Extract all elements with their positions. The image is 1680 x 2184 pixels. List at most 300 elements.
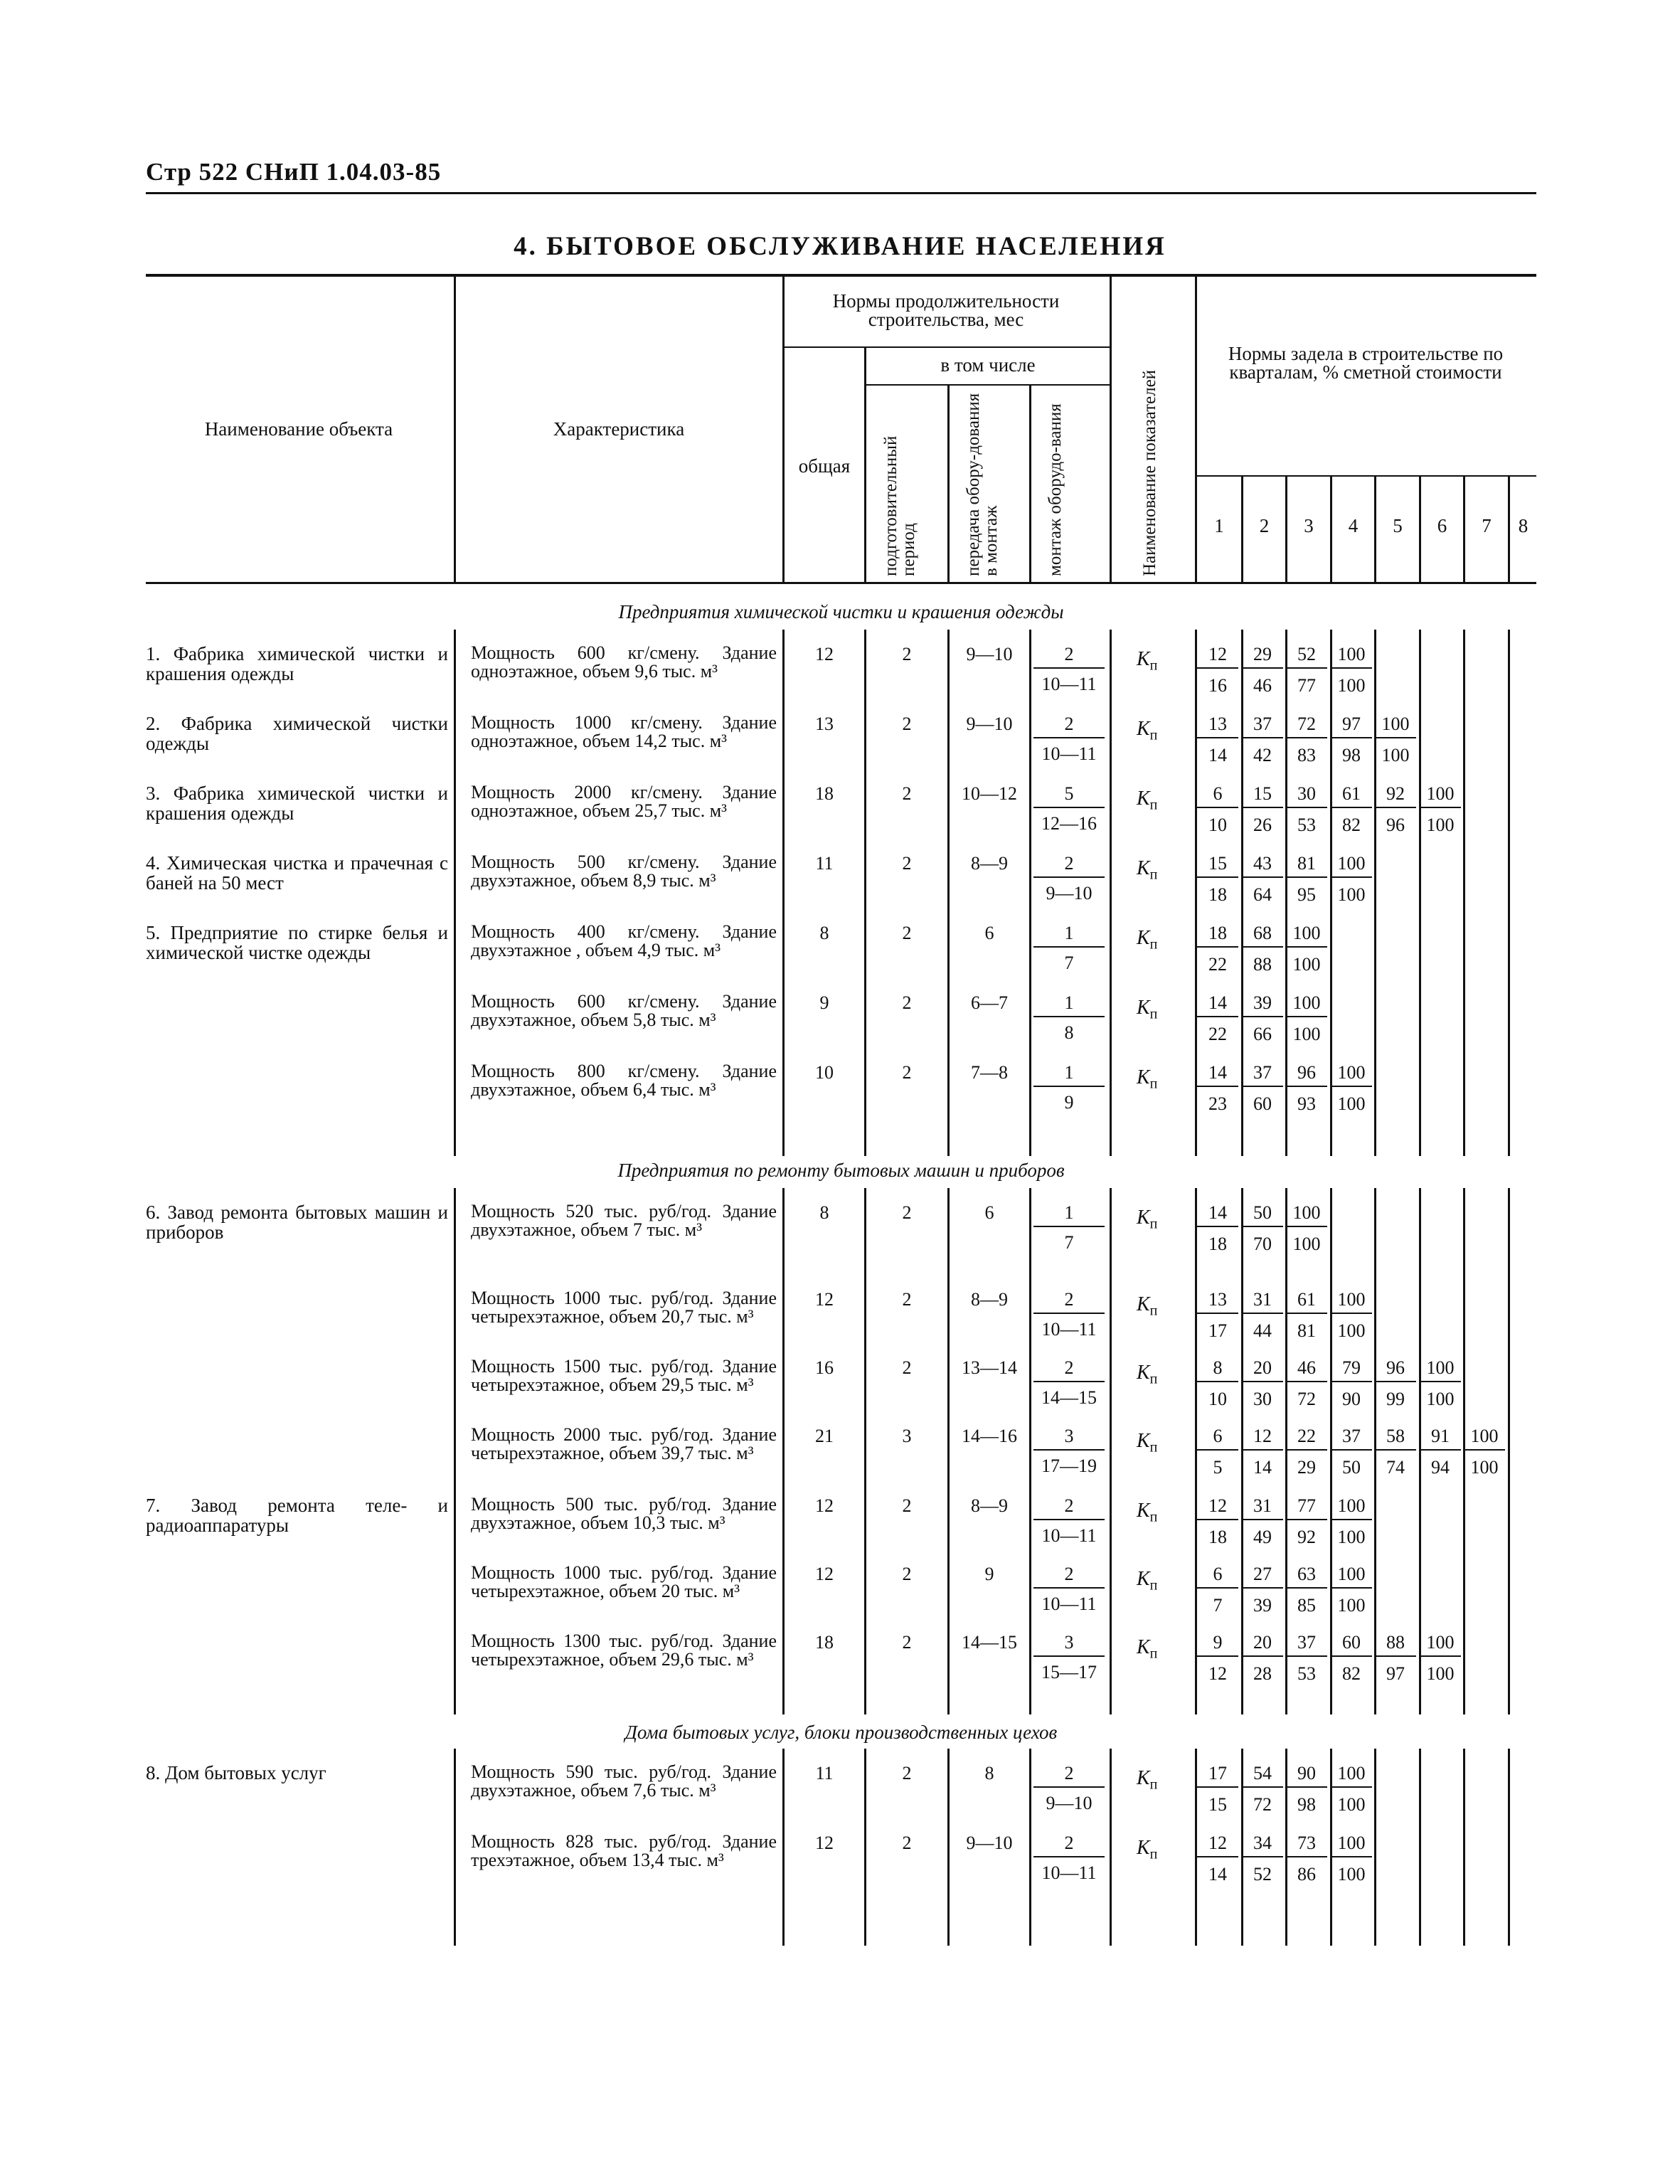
- total-duration: 12: [815, 1495, 834, 1516]
- prep-period: 2: [902, 992, 912, 1013]
- reserve-value-top: 29: [1242, 644, 1283, 669]
- kp-letter: К: [1137, 1636, 1150, 1658]
- reserve-value-bottom: 100: [1337, 1527, 1366, 1547]
- reserve-value-bottom: 100: [1426, 1389, 1455, 1409]
- equipment-transfer: 6: [984, 923, 994, 943]
- characteristic-text: Мощность 500 тыс. руб/год. Здание двухэтажное, объем 10,3 тыс. м³: [471, 1494, 777, 1533]
- kp-subscript: п: [1149, 1509, 1158, 1525]
- install-start: 1: [1033, 923, 1105, 948]
- install-start: 5: [1033, 783, 1105, 808]
- install-start: 2: [1033, 853, 1105, 878]
- install-end: 10—11: [1041, 674, 1097, 694]
- reserve-value-top: 14: [1197, 992, 1238, 1017]
- reserve-value-top: 96: [1286, 1062, 1327, 1087]
- reserve-value-top: 54: [1242, 1763, 1283, 1788]
- reserve-value-bottom: 16: [1208, 675, 1227, 696]
- section-title: 4. БЫТОВОЕ ОБСЛУЖИВАНИЕ НАСЕЛЕНИЯ: [514, 232, 1166, 261]
- kp-subscript: п: [1149, 727, 1158, 743]
- kp-subscript: п: [1149, 1439, 1158, 1456]
- kp-letter: К: [1137, 1837, 1150, 1859]
- prep-period: 2: [902, 644, 912, 664]
- column-rule: [1463, 1188, 1465, 1714]
- characteristic-text: Мощность 1300 тыс. руб/год. Здание четырехэтажное, объем 29,6 тыс. м³: [471, 1631, 777, 1670]
- reserve-value-top: 100: [1331, 644, 1372, 669]
- install-end: 10—11: [1041, 1525, 1097, 1546]
- indicator-kp: [1137, 1207, 1157, 1233]
- reserve-value-bottom: 22: [1208, 1024, 1227, 1044]
- reserve-value-bottom: 7: [1213, 1595, 1223, 1616]
- header-reserve-norms: Нормы задела в строительстве по кварталам, % сметной стоимости: [1228, 343, 1504, 383]
- reserve-value-bottom: 70: [1253, 1234, 1272, 1254]
- reserve-value-top: 100: [1331, 853, 1372, 878]
- install-end: 8: [1064, 1022, 1074, 1043]
- reserve-value-top: 12: [1242, 1426, 1283, 1451]
- reserve-value-top: 50: [1242, 1202, 1283, 1227]
- reserve-value-bottom: 97: [1386, 1663, 1405, 1684]
- install-end: 10—11: [1041, 1594, 1097, 1614]
- total-duration: 11: [815, 1763, 834, 1783]
- reserve-value-bottom: 29: [1297, 1457, 1316, 1478]
- reserve-value-top: 18: [1197, 923, 1238, 948]
- reserve-value-bottom: 77: [1297, 675, 1316, 696]
- column-rule: [1029, 630, 1031, 1156]
- reserve-value-bottom: 93: [1297, 1093, 1316, 1114]
- install-end: 10—11: [1041, 743, 1097, 764]
- install-end: 7: [1064, 1232, 1074, 1253]
- reserve-value-top: 88: [1375, 1632, 1416, 1657]
- install-end: 7: [1064, 953, 1074, 973]
- header-quarter-4: 4: [1348, 515, 1359, 536]
- equipment-transfer: 9—10: [966, 714, 1013, 734]
- reserve-value-bottom: 53: [1297, 1663, 1316, 1684]
- equipment-transfer: 14—15: [962, 1632, 1017, 1653]
- reserve-value-bottom: 17: [1208, 1320, 1227, 1341]
- install-start: 1: [1033, 992, 1105, 1017]
- equipment-transfer: 7—8: [971, 1062, 1008, 1083]
- header-quarter-3: 3: [1304, 515, 1314, 536]
- characteristic-text: Мощность 500 кг/смену. Здание двухэтажное, объем 8,9 тыс. м³: [471, 852, 777, 891]
- reserve-value-top: 100: [1420, 1357, 1461, 1382]
- indicator-kp: [1137, 1636, 1157, 1663]
- total-duration: 16: [815, 1357, 834, 1378]
- header-rule: [146, 192, 1536, 194]
- indicator-kp: [1137, 1767, 1157, 1793]
- reserve-value-bottom: 98: [1297, 1794, 1316, 1815]
- reserve-value-bottom: 5: [1213, 1457, 1223, 1478]
- indicator-kp: [1137, 1837, 1157, 1863]
- install-start: 2: [1033, 1833, 1105, 1857]
- column-rule: [1374, 1749, 1376, 1946]
- reserve-value-top: 20: [1242, 1632, 1283, 1657]
- prep-period: 2: [902, 1632, 912, 1653]
- reserve-value-bottom: 100: [1381, 745, 1410, 765]
- reserve-value-top: 100: [1331, 1062, 1372, 1087]
- total-duration: 11: [815, 853, 834, 874]
- reserve-value-bottom: 42: [1253, 745, 1272, 765]
- kp-subscript: п: [1149, 1076, 1158, 1092]
- kp-letter: К: [1137, 857, 1150, 879]
- reserve-value-top: 12: [1197, 1833, 1238, 1857]
- reserve-value-top: 52: [1286, 644, 1327, 669]
- reserve-value-bottom: 99: [1386, 1389, 1405, 1409]
- prep-period: 2: [902, 1062, 912, 1083]
- kp-letter: К: [1137, 1568, 1150, 1590]
- kp-letter: К: [1137, 1293, 1150, 1315]
- install-start: 3: [1033, 1632, 1105, 1657]
- install-start: 2: [1033, 1495, 1105, 1520]
- characteristic-text: Мощность 800 кг/смену. Здание двухэтажное, объем 6,4 тыс. м³: [471, 1061, 777, 1100]
- reserve-value-bottom: 14: [1208, 745, 1227, 765]
- reserve-value-top: 46: [1286, 1357, 1327, 1382]
- install-end: 12—16: [1041, 813, 1097, 834]
- reserve-value-bottom: 100: [1337, 1864, 1366, 1885]
- reserve-value-bottom: 10: [1208, 1389, 1227, 1409]
- reserve-value-top: 68: [1242, 923, 1283, 948]
- reserve-value-bottom: 83: [1297, 745, 1316, 765]
- reserve-value-top: 100: [1286, 992, 1327, 1017]
- indicator-kp: [1137, 648, 1157, 674]
- group-title: Предприятия химической чистки и крашения одежды: [618, 601, 1064, 622]
- reserve-value-bottom: 100: [1337, 675, 1366, 696]
- reserve-value-top: 100: [1331, 1289, 1372, 1314]
- prep-period: 2: [902, 1495, 912, 1516]
- reserve-value-bottom: 100: [1292, 1024, 1321, 1044]
- reserve-value-bottom: 39: [1253, 1595, 1272, 1616]
- reserve-value-bottom: 81: [1297, 1320, 1316, 1341]
- kp-subscript: п: [1149, 1577, 1158, 1594]
- reserve-value-bottom: 86: [1297, 1864, 1316, 1885]
- reserve-value-top: 6: [1197, 1426, 1238, 1451]
- characteristic-text: Мощность 400 кг/смену. Здание двухэтажное , объем 4,9 тыс. м³: [471, 921, 777, 960]
- kp-subscript: п: [1149, 1645, 1158, 1662]
- object-name: 5. Предприятие по стирке белья и химической чистке одежды: [146, 922, 448, 963]
- install-end: 14—15: [1041, 1387, 1097, 1408]
- install-end: 9—10: [1046, 1793, 1092, 1813]
- equipment-transfer: 9—10: [966, 1833, 1013, 1853]
- reserve-value-top: 6: [1197, 1564, 1238, 1589]
- kp-letter: К: [1137, 1362, 1150, 1384]
- reserve-value-top: 34: [1242, 1833, 1283, 1857]
- reserve-value-bottom: 82: [1342, 1663, 1361, 1684]
- install-end: 17—19: [1041, 1456, 1097, 1476]
- install-start: 2: [1033, 1289, 1105, 1314]
- reserve-value-top: 92: [1375, 783, 1416, 808]
- install-start: 2: [1033, 714, 1105, 738]
- prep-period: 2: [902, 1202, 912, 1223]
- prep-period: 2: [902, 923, 912, 943]
- reserve-value-bottom: 28: [1253, 1663, 1272, 1684]
- reserve-value-top: 17: [1197, 1763, 1238, 1788]
- install-start: 3: [1033, 1426, 1105, 1451]
- column-rule: [1508, 1749, 1510, 1946]
- reserve-value-top: 22: [1286, 1426, 1327, 1451]
- reserve-value-bottom: 88: [1253, 954, 1272, 975]
- reserve-value-bottom: 94: [1431, 1457, 1450, 1478]
- column-rule: [1508, 630, 1510, 1156]
- total-duration: 18: [815, 783, 834, 804]
- header-duration-norms: Нормы продолжительности строительства, мес: [832, 290, 1060, 330]
- prep-period: 2: [902, 1763, 912, 1783]
- total-duration: 13: [815, 714, 834, 734]
- kp-subscript: п: [1149, 866, 1158, 883]
- header-quarter-7: 7: [1482, 515, 1492, 536]
- kp-subscript: п: [1149, 797, 1158, 813]
- prep-period: 2: [902, 853, 912, 874]
- reserve-value-bottom: 74: [1386, 1457, 1405, 1478]
- reserve-value-bottom: 10: [1208, 815, 1227, 835]
- install-end: 9—10: [1046, 883, 1092, 903]
- equipment-transfer: 10—12: [962, 783, 1017, 804]
- reserve-value-top: 8: [1197, 1357, 1238, 1382]
- reserve-value-top: 12: [1197, 644, 1238, 669]
- column-rule: [782, 1749, 785, 1946]
- reserve-value-top: 30: [1286, 783, 1327, 808]
- reserve-value-bottom: 26: [1253, 815, 1272, 835]
- reserve-value-bottom: 15: [1208, 1794, 1227, 1815]
- prep-period: 3: [902, 1426, 912, 1446]
- header-equipment-install: монтаж оборудо-вания: [1046, 403, 1065, 576]
- kp-letter: К: [1137, 648, 1150, 670]
- reserve-value-top: 90: [1286, 1763, 1327, 1788]
- total-duration: 12: [815, 1833, 834, 1853]
- reserve-value-top: 81: [1286, 853, 1327, 878]
- prep-period: 2: [902, 1357, 912, 1378]
- reserve-value-top: 100: [1331, 1763, 1372, 1788]
- reserve-value-top: 37: [1242, 714, 1283, 738]
- reserve-value-top: 100: [1375, 714, 1416, 738]
- reserve-value-bottom: 100: [1337, 884, 1366, 905]
- reserve-value-top: 37: [1331, 1426, 1372, 1451]
- reserve-value-bottom: 72: [1297, 1389, 1316, 1409]
- header-including: в том числе: [940, 354, 1036, 376]
- prep-period: 2: [902, 783, 912, 804]
- install-end: 15—17: [1041, 1662, 1097, 1682]
- kp-letter: К: [1137, 997, 1150, 1019]
- reserve-value-bottom: 100: [1337, 1093, 1366, 1114]
- reserve-value-bottom: 60: [1253, 1093, 1272, 1114]
- column-rule: [864, 1188, 866, 1714]
- object-name: 2. Фабрика химической чистки одежды: [146, 713, 448, 754]
- reserve-value-top: 37: [1242, 1062, 1283, 1087]
- characteristic-text: Мощность 1000 тыс. руб/год. Здание четырехэтажное, объем 20,7 тыс. м³: [471, 1288, 777, 1327]
- reserve-value-top: 63: [1286, 1564, 1327, 1589]
- characteristic-text: Мощность 2000 кг/смену. Здание одноэтажное, объем 25,7 тыс. м³: [471, 782, 777, 821]
- total-duration: 12: [815, 1564, 834, 1584]
- kp-subscript: п: [1149, 1006, 1158, 1022]
- reserve-value-top: 91: [1420, 1426, 1461, 1451]
- reserve-value-bottom: 72: [1253, 1794, 1272, 1815]
- reserve-value-top: 72: [1286, 714, 1327, 738]
- column-rule: [1419, 1749, 1421, 1946]
- object-name: 7. Завод ремонта теле- и радиоаппаратуры: [146, 1495, 448, 1536]
- reserve-value-top: 96: [1375, 1357, 1416, 1382]
- kp-letter: К: [1137, 1066, 1150, 1088]
- header-quarter-8: 8: [1518, 515, 1529, 536]
- characteristic-text: Мощность 600 кг/смену. Здание двухэтажное, объем 5,8 тыс. м³: [471, 991, 777, 1030]
- indicator-kp: [1137, 857, 1157, 884]
- kp-letter: К: [1137, 788, 1150, 810]
- header-equipment-transfer: передача обору-дования в монтаж: [964, 393, 1001, 576]
- reserve-value-top: 100: [1464, 1426, 1505, 1451]
- reserve-value-top: 100: [1331, 1495, 1372, 1520]
- reserve-value-bottom: 12: [1208, 1663, 1227, 1684]
- group-title: Предприятия по ремонту бытовых машин и приборов: [617, 1160, 1065, 1181]
- kp-letter: К: [1137, 1500, 1150, 1522]
- characteristic-text: Мощность 520 тыс. руб/год. Здание двухэтажное, объем 7 тыс. м³: [471, 1201, 777, 1240]
- reserve-value-bottom: 100: [1337, 1320, 1366, 1341]
- reserve-value-top: 20: [1242, 1357, 1283, 1382]
- reserve-value-top: 9: [1197, 1632, 1238, 1657]
- column-rule: [782, 630, 785, 1156]
- indicator-kp: [1137, 718, 1157, 744]
- indicator-kp: [1137, 1293, 1157, 1320]
- reserve-value-top: 6: [1197, 783, 1238, 808]
- reserve-value-bottom: 49: [1253, 1527, 1272, 1547]
- header-quarter-2: 2: [1259, 515, 1270, 536]
- reserve-value-bottom: 100: [1426, 815, 1455, 835]
- reserve-value-bottom: 100: [1470, 1457, 1499, 1478]
- equipment-transfer: 6: [984, 1202, 994, 1223]
- indicator-kp: [1137, 1568, 1157, 1594]
- reserve-value-bottom: 22: [1208, 954, 1227, 975]
- reserve-value-top: 77: [1286, 1495, 1327, 1520]
- total-duration: 21: [815, 1426, 834, 1446]
- equipment-transfer: 8—9: [971, 853, 1008, 874]
- characteristic-text: Мощность 2000 тыс. руб/год. Здание четырехэтажное, объем 39,7 тыс. м³: [471, 1424, 777, 1463]
- reserve-value-bottom: 44: [1253, 1320, 1272, 1341]
- reserve-value-top: 100: [1331, 1833, 1372, 1857]
- reserve-value-top: 58: [1375, 1426, 1416, 1451]
- reserve-value-bottom: 30: [1253, 1389, 1272, 1409]
- header-name: Наименование объекта: [204, 418, 393, 440]
- reserve-value-bottom: 100: [1337, 1595, 1366, 1616]
- group-title: Дома бытовых услуг, блоки производственных цехов: [624, 1722, 1058, 1743]
- kp-letter: К: [1137, 718, 1150, 740]
- install-start: 2: [1033, 1763, 1105, 1788]
- header-prep-period: подготовительный период: [881, 435, 918, 576]
- column-rule: [454, 1749, 456, 1946]
- object-name: 4. Химическая чистка и прачечная с баней на 50 мест: [146, 852, 448, 894]
- characteristic-text: Мощность 1000 тыс. руб/год. Здание четырехэтажное, объем 20 тыс. м³: [471, 1562, 777, 1601]
- column-rule: [454, 1188, 456, 1714]
- install-start: 2: [1033, 644, 1105, 669]
- object-name: 3. Фабрика химической чистки и крашения одежды: [146, 783, 448, 824]
- kp-letter: К: [1137, 1767, 1150, 1789]
- column-rule: [1110, 1749, 1112, 1946]
- prep-period: 2: [902, 1564, 912, 1584]
- reserve-value-bottom: 95: [1297, 884, 1316, 905]
- kp-subscript: п: [1149, 1371, 1158, 1387]
- install-start: 2: [1033, 1357, 1105, 1382]
- table-top-rule: [146, 274, 1536, 277]
- install-start: 1: [1033, 1202, 1105, 1227]
- install-end: 10—11: [1041, 1319, 1097, 1340]
- indicator-kp: [1137, 997, 1157, 1023]
- kp-letter: К: [1137, 927, 1150, 949]
- equipment-transfer: 13—14: [962, 1357, 1017, 1378]
- reserve-value-top: 13: [1197, 714, 1238, 738]
- kp-letter: К: [1137, 1207, 1150, 1229]
- column-rule: [1463, 1749, 1465, 1946]
- column-rule: [1463, 630, 1465, 1156]
- column-rule: [782, 1188, 785, 1714]
- reserve-value-top: 100: [1331, 1564, 1372, 1589]
- install-start: 1: [1033, 1062, 1105, 1087]
- total-duration: 9: [819, 992, 829, 1013]
- reserve-value-bottom: 53: [1297, 815, 1316, 835]
- reserve-value-bottom: 100: [1426, 1663, 1455, 1684]
- reserve-value-top: 100: [1286, 923, 1327, 948]
- page-header: Стр 522 СНиП 1.04.03-85: [146, 158, 442, 186]
- header-quarter-1: 1: [1214, 515, 1224, 536]
- reserve-value-top: 60: [1331, 1632, 1372, 1657]
- column-rule: [1508, 1188, 1510, 1714]
- reserve-value-bottom: 100: [1292, 954, 1321, 975]
- reserve-value-top: 79: [1331, 1357, 1372, 1382]
- header-total: общая: [798, 455, 851, 477]
- kp-subscript: п: [1149, 1303, 1158, 1319]
- reserve-value-top: 100: [1420, 783, 1461, 808]
- reserve-value-top: 39: [1242, 992, 1283, 1017]
- reserve-value-bottom: 23: [1208, 1093, 1227, 1114]
- reserve-value-bottom: 100: [1337, 1794, 1366, 1815]
- reserve-value-bottom: 64: [1253, 884, 1272, 905]
- kp-subscript: п: [1149, 1216, 1158, 1232]
- equipment-transfer: 6—7: [971, 992, 1008, 1013]
- kp-letter: К: [1137, 1430, 1150, 1452]
- kp-subscript: п: [1149, 1846, 1158, 1862]
- reserve-value-top: 97: [1331, 714, 1372, 738]
- reserve-value-top: 43: [1242, 853, 1283, 878]
- reserve-value-bottom: 18: [1208, 884, 1227, 905]
- object-name: 6. Завод ремонта бытовых машин и приборов: [146, 1202, 448, 1243]
- reserve-value-bottom: 50: [1342, 1457, 1361, 1478]
- indicator-kp: [1137, 1362, 1157, 1388]
- equipment-transfer: 8—9: [971, 1495, 1008, 1516]
- equipment-transfer: 9—10: [966, 644, 1013, 664]
- characteristic-text: Мощность 590 тыс. руб/год. Здание двухэтажное, объем 7,6 тыс. м³: [471, 1761, 777, 1801]
- reserve-value-bottom: 82: [1342, 815, 1361, 835]
- reserve-value-top: 14: [1197, 1062, 1238, 1087]
- prep-period: 2: [902, 714, 912, 734]
- characteristic-text: Мощность 1000 кг/смену. Здание одноэтажное, объем 14,2 тыс. м³: [471, 712, 777, 751]
- install-end: 10—11: [1041, 1862, 1097, 1883]
- reserve-value-bottom: 92: [1297, 1527, 1316, 1547]
- reserve-value-top: 13: [1197, 1289, 1238, 1314]
- table-header-bottom-rule: [146, 582, 1536, 584]
- reserve-value-bottom: 14: [1253, 1457, 1272, 1478]
- indicator-kp: [1137, 1500, 1157, 1526]
- indicator-kp: [1137, 927, 1157, 953]
- install-start: 2: [1033, 1564, 1105, 1589]
- indicator-kp: [1137, 788, 1157, 814]
- indicator-kp: [1137, 1430, 1157, 1456]
- reserve-value-bottom: 14: [1208, 1864, 1227, 1885]
- reserve-value-top: 73: [1286, 1833, 1327, 1857]
- reserve-value-bottom: 85: [1297, 1595, 1316, 1616]
- characteristic-text: Мощность 600 кг/смену. Здание одноэтажное, объем 9,6 тыс. м³: [471, 642, 777, 682]
- reserve-value-top: 100: [1420, 1632, 1461, 1657]
- reserve-value-top: 15: [1197, 853, 1238, 878]
- object-name: 8. Дом бытовых услуг: [146, 1762, 326, 1783]
- kp-subscript: п: [1149, 657, 1158, 674]
- reserve-value-top: 37: [1286, 1632, 1327, 1657]
- reserve-value-bottom: 18: [1208, 1527, 1227, 1547]
- equipment-transfer: 8: [984, 1763, 994, 1783]
- prep-period: 2: [902, 1289, 912, 1310]
- total-duration: 18: [815, 1632, 834, 1653]
- column-rule: [864, 630, 866, 1156]
